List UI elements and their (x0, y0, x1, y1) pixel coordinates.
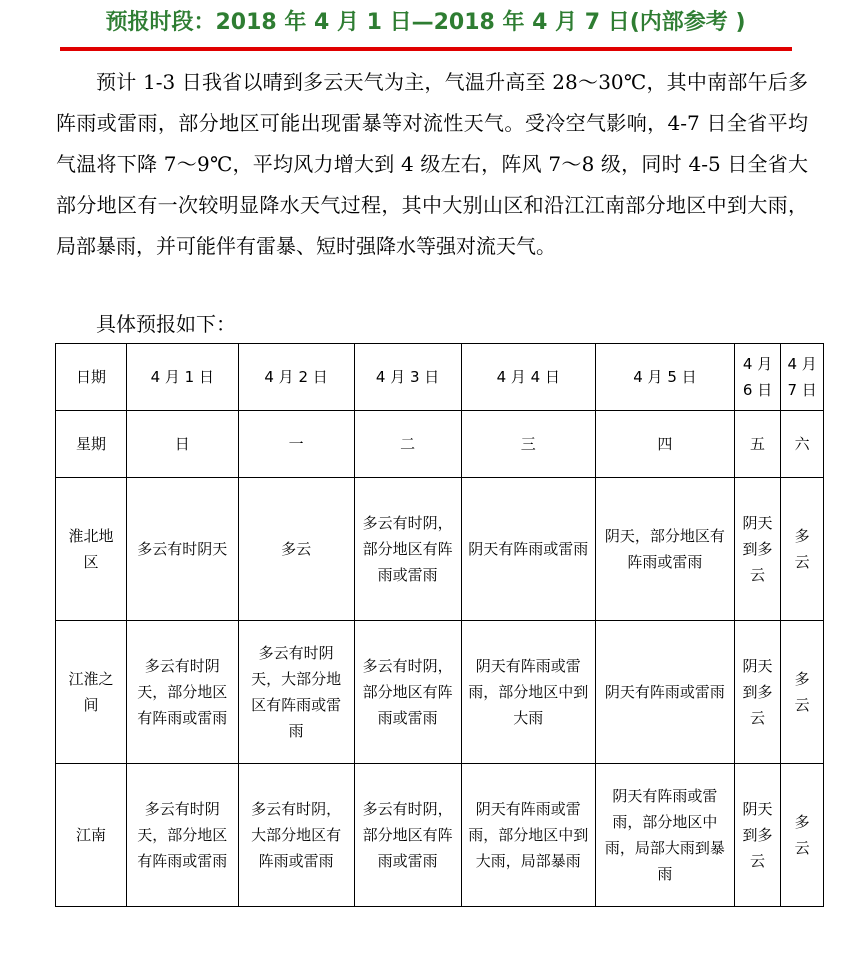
date-cell: 4 月 4 日 (461, 344, 595, 411)
forecast-cell: 多云有时阴天，部分地区有阵雨或雷雨 (127, 621, 239, 764)
forecast-cell: 阴天到多云 (734, 478, 780, 621)
date-row (56, 344, 824, 411)
forecast-period-title: 预报时段：2018 年 4 月 1 日—2018 年 4 月 7 日(内部参考 ) (105, 10, 746, 35)
weekday-cell: 五 (734, 411, 780, 478)
forecast-cell: 多云 (781, 621, 824, 764)
forecast-cell: 阴天有阵雨或雷雨 (595, 621, 734, 764)
date-label: 日期 (56, 344, 127, 411)
region-name: 淮北地区 (56, 478, 127, 621)
weekday-cell: 六 (781, 411, 824, 478)
forecast-cell: 多云有时阴天 (127, 478, 239, 621)
forecast-paragraph: 预计 1-3 日我省以晴到多云天气为主，气温升高至 28～30℃，其中南部午后多阵雨或雷雨，部分地区可能出现雷暴等对流性天气。受冷空气影响，4-7 日全省平均气温将下降 7～9℃，平均风力增大到 4 级左右，阵风 7～8 级，同时 4-5 日全省大部分地区有一次较明显降水天气过程，其中大别山区和沿江江南部分地区中到大雨，局部暴雨，并可能伴有雷暴、短时强降水等强对流天气。 (56, 70, 808, 258)
forecast-cell: 多云 (238, 478, 354, 621)
weekday-cell: 一 (238, 411, 354, 478)
weekday-row (56, 411, 824, 478)
date-cell: 4 月 1 日 (127, 344, 239, 411)
weekday-label: 星期 (56, 411, 127, 478)
region-row-jianghuai (56, 621, 824, 764)
date-cell: 4 月 3 日 (354, 344, 461, 411)
date-cell: 4 月 6 日 (734, 344, 780, 411)
forecast-cell: 多云有时阴，大部分地区有阵雨或雷雨 (238, 764, 354, 907)
forecast-cell: 阴天有阵雨或雷雨，部分地区中雨，局部大雨到暴雨 (595, 764, 734, 907)
weekday-cell: 四 (595, 411, 734, 478)
date-cell: 4 月 2 日 (238, 344, 354, 411)
forecast-intro: 具体预报如下： (96, 312, 236, 336)
header-divider (60, 47, 792, 51)
forecast-cell: 多云 (781, 478, 824, 621)
forecast-cell: 阴天有阵雨或雷雨 (461, 478, 595, 621)
region-row-jiangnan (56, 764, 824, 907)
region-name: 江南 (56, 764, 127, 907)
forecast-cell: 阴天有阵雨或雷雨，部分地区中到大雨，局部暴雨 (461, 764, 595, 907)
forecast-cell: 多云有时阴，部分地区有阵雨或雷雨 (354, 764, 461, 907)
forecast-cell: 阴天，部分地区有阵雨或雷雨 (595, 478, 734, 621)
forecast-summary (56, 62, 808, 267)
region-name: 江淮之间 (56, 621, 127, 764)
forecast-cell: 多云 (781, 764, 824, 907)
forecast-table (55, 343, 824, 907)
weekday-cell: 二 (354, 411, 461, 478)
forecast-cell: 阴天有阵雨或雷雨，部分地区中到大雨 (461, 621, 595, 764)
weekday-cell: 日 (127, 411, 239, 478)
forecast-cell: 阴天到多云 (734, 764, 780, 907)
forecast-cell: 阴天到多云 (734, 621, 780, 764)
date-cell: 4 月 5 日 (595, 344, 734, 411)
forecast-cell: 多云有时阴，部分地区有阵雨或雷雨 (354, 621, 461, 764)
region-row-huaibei (56, 478, 824, 621)
date-cell: 4 月 7 日 (781, 344, 824, 411)
forecast-cell: 多云有时阴天，部分地区有阵雨或雷雨 (127, 764, 239, 907)
weekday-cell: 三 (461, 411, 595, 478)
forecast-cell: 多云有时阴，部分地区有阵雨或雷雨 (354, 478, 461, 621)
forecast-cell: 多云有时阴天，大部分地区有阵雨或雷雨 (238, 621, 354, 764)
